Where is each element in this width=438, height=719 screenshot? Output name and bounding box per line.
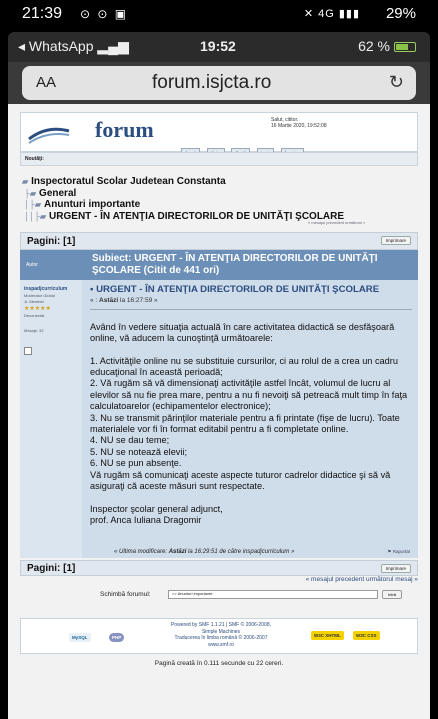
post-content	[90, 284, 412, 526]
author-column-label: Autor	[26, 262, 38, 268]
poster-info	[20, 280, 82, 558]
breadcrumb	[22, 176, 418, 222]
poster-rank: Jr. Member	[24, 299, 45, 304]
post-paragraph: Având în vedere situaţia actuală în care activitatea didactică se desfăşoară online, vă aducem la cunoştinţă următoarele:	[90, 321, 395, 344]
jump-to-forum	[20, 588, 418, 602]
php-badge[interactable]: PHP	[109, 633, 124, 642]
poster-posts: Mesaje: 32	[24, 328, 44, 333]
poster-group: Moderator Global	[24, 293, 55, 298]
signal-icon: ✕ 4G ▮▮▮	[303, 8, 360, 20]
post-paragraph: 2. Vă rugăm să vă dimensionaţi activităţile astfel încât, volumul de lucru al elevilor să nu fie prea mare, pentru a nu fi nevoiţi să petreacă mult timp în faţa calculatoarelor (echipamentelor electronice);	[90, 378, 408, 412]
ios-status-bar	[8, 32, 430, 62]
post-paragraph: 5. NU se notează elevii;	[90, 446, 188, 457]
powered-by	[151, 622, 291, 648]
browser-toolbar	[8, 62, 430, 104]
report-icon: ⚑	[387, 549, 392, 554]
poster-status: Deconectat	[24, 313, 45, 318]
page-generated-time: Pagină creată în 0.111 secunde cu 22 cereri.	[154, 660, 284, 667]
rank-stars: ★★★★★	[24, 306, 51, 312]
welcome-text: Salut, cititor. 16 Martie 2020, 19:52:08	[271, 117, 327, 129]
folder-icon: ├▰	[22, 188, 37, 198]
reload-icon[interactable]: ↻	[388, 72, 404, 92]
mysql-badge[interactable]: MySQL	[69, 633, 91, 642]
url-text[interactable]: forum.isjcta.ro	[152, 72, 272, 93]
topic-nav-small[interactable]: « mesajul precedent următorul »	[308, 220, 366, 225]
footer-line[interactable]: Traducerea în limba română © 2006-2007	[174, 635, 268, 641]
address-bar[interactable]	[22, 66, 416, 100]
post-paragraph: 1. Activităţile online nu se substituie cursurilor, ci au rolul de a crea un cadru educaţional în această perioadă;	[90, 355, 398, 378]
post-paragraph: 3. Nu se transmit părinţilor materiale pentru a fi printate (fişe de lucru). Toate materialele vor fi în format editabil pentru a fi completate online.	[90, 412, 400, 435]
battery-percent: 29%	[385, 5, 416, 22]
post-date: « : Astăzi la 16:27:59 »	[90, 295, 412, 309]
subject-line: Subiect: URGENT - ÎN ATENŢIA DIRECTORILOR DE UNITĂŢI ŞCOLARE (Citit de 441 ori)	[92, 253, 378, 276]
forum-footer	[20, 618, 418, 654]
post-paragraph: Vă rugăm să comunicaţi aceste aspecte tuturor cadrelor didactice şi să vă asiguraţi că aceste măsuri sunt respectate.	[90, 469, 391, 492]
footer-line[interactable]: Powered by SMF 1.1.21 | SMF © 2006-2008,	[170, 622, 272, 628]
pages-bar-bottom	[20, 560, 418, 576]
breadcrumb-item[interactable]: ├▰ General	[22, 187, 77, 199]
go-button[interactable]: Intră	[382, 590, 402, 599]
logo-icon	[27, 121, 71, 145]
pages-label-bottom[interactable]: Pagini: [1]	[27, 563, 76, 574]
back-to-whatsapp[interactable]: ◂ WhatsApp ▂▄▆	[18, 38, 129, 54]
post-paragraph: 4. NU se dau teme;	[90, 435, 170, 446]
report-link[interactable]: ⚑ Raportat	[387, 549, 410, 554]
breadcrumb-item[interactable]: ▰ Inspectoratul Scolar Judetean Constanta	[22, 176, 226, 187]
ios-time: 19:52	[200, 38, 236, 54]
post-body	[20, 280, 418, 558]
forum-logo[interactable]: forum	[95, 117, 154, 142]
footer-line[interactable]: Simple Machines	[201, 628, 241, 635]
print-button[interactable]: Imprimare	[381, 236, 411, 245]
folder-icon: │├▰	[22, 200, 42, 209]
footer-line[interactable]: www.smf.ro	[208, 641, 234, 648]
status-time: 21:39	[22, 5, 63, 22]
pages-label[interactable]: Pagini: [1]	[27, 236, 76, 247]
w3c-css-badge[interactable]: W3C CSS	[353, 631, 380, 640]
select-checkbox[interactable]	[24, 347, 32, 355]
pages-bar-top	[20, 232, 418, 250]
folder-icon: ││├▰	[22, 211, 47, 221]
android-status-bar	[0, 0, 438, 30]
folder-icon: ▰	[22, 177, 29, 186]
breadcrumb-item[interactable]: │├▰ Anunturi importante	[22, 199, 141, 210]
post-paragraph: 6. NU se pun absenţe.	[90, 458, 182, 469]
topic-nav-links[interactable]: « mesajul precedent următorul mesaj »	[305, 576, 418, 583]
jump-label: Schimbă forumul:	[100, 591, 151, 598]
post-title[interactable]: ▪ URGENT - ÎN ATENŢIA DIRECTORILOR DE UNITĂŢI ŞCOLARE	[90, 284, 380, 295]
text-size-button[interactable]: AA	[36, 74, 57, 91]
signature-line: prof. Anca Iuliana Dragomir	[90, 514, 202, 525]
post-header	[20, 250, 418, 280]
breadcrumb-item[interactable]: ││├▰ URGENT - ÎN ATENŢIA DIRECTORILOR DE UNITĂŢI ŞCOLARE	[22, 210, 345, 222]
forum-header	[20, 112, 418, 152]
signature-line: Inspector şcolar general adjunct,	[90, 503, 223, 514]
w3c-xhtml-badge[interactable]: W3C XHTML	[311, 631, 344, 640]
forum-page	[8, 104, 430, 719]
news-bar: Noutăţi:	[20, 152, 418, 166]
notification-icons: ⊙ ⊙ ▣	[80, 7, 129, 21]
ios-battery: 62 %	[358, 38, 416, 54]
battery-icon	[394, 42, 416, 52]
forum-select[interactable]: => Anunturi importante	[168, 590, 378, 599]
poster-name[interactable]: inspadjcurriculum	[24, 286, 68, 292]
last-modified: « Ultima modificare: Astăzi la 16:29:51 de către inspadjcurriculum »	[114, 549, 295, 555]
print-button-bottom[interactable]: Imprimare	[381, 564, 411, 573]
